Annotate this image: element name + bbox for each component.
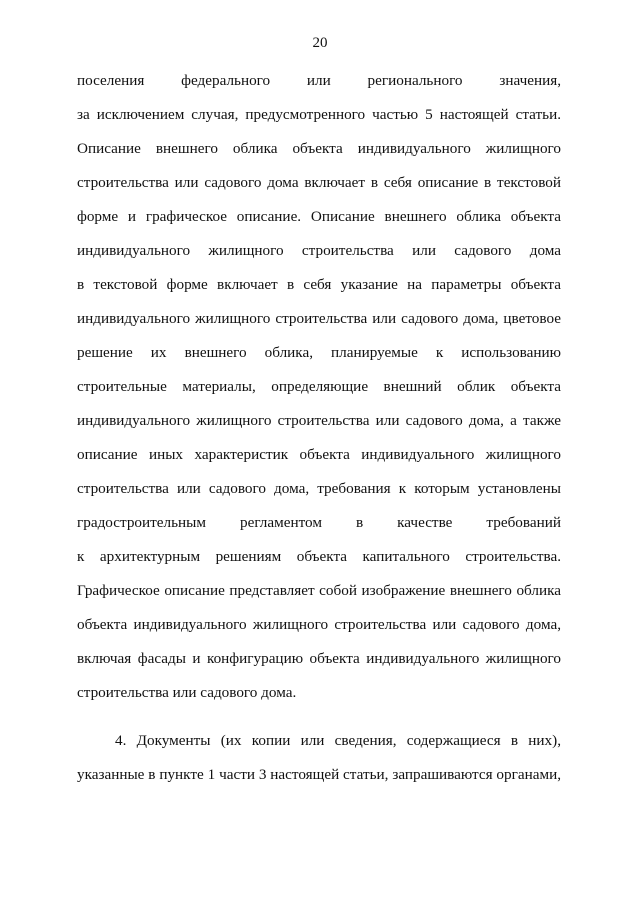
body-text: [77, 67, 561, 795]
text-line: градостроительным регламентом в качестве требований: [77, 514, 561, 531]
text-line: Описание внешнего облика объекта индивидуального жилищного: [77, 140, 561, 157]
text-line: 4. Документы (их копии или сведения, содержащиеся в них),: [115, 732, 561, 749]
text-line: за исключением случая, предусмотренного частью 5 настоящей статьи.: [77, 106, 561, 123]
text-line: индивидуального жилищного строительства или садового дома: [77, 242, 561, 259]
text-line: строительные материалы, определяющие внешний облик объекта: [77, 378, 561, 395]
paragraph-gap: [77, 713, 561, 727]
text-line: строительства или садового дома включает в себя описание в текстовой: [77, 174, 561, 191]
paragraph-2: [77, 727, 561, 795]
text-line: включая фасады и конфигурацию объекта индивидуального жилищного: [77, 650, 561, 667]
text-line: форме и графическое описание. Описание внешнего облика объекта: [77, 208, 561, 225]
text-line: указанные в пункте 1 части 3 настоящей статьи, запрашиваются органами,: [77, 766, 561, 783]
text-line: объекта индивидуального жилищного строительства или садового дома,: [77, 616, 561, 633]
text-line: Графическое описание представляет собой изображение внешнего облика: [77, 582, 561, 599]
text-line: к архитектурным решениям объекта капитального строительства.: [77, 548, 561, 565]
text-line: решение их внешнего облика, планируемые к использованию: [77, 344, 561, 361]
page-number: 20: [312, 35, 328, 51]
text-line: поселения федерального или регионального значения,: [77, 72, 561, 89]
text-line: строительства или садового дома.: [77, 684, 297, 701]
text-line: описание иных характеристик объекта индивидуального жилищного: [77, 446, 561, 463]
paragraph-1: [77, 67, 561, 713]
text-line: строительства или садового дома, требования к которым установлены: [77, 480, 561, 497]
text-line: индивидуального жилищного строительства или садового дома, а также: [77, 412, 561, 429]
text-line: индивидуального жилищного строительства или садового дома, цветовое: [77, 310, 561, 327]
text-line: в текстовой форме включает в себя указание на параметры объекта: [77, 276, 561, 293]
